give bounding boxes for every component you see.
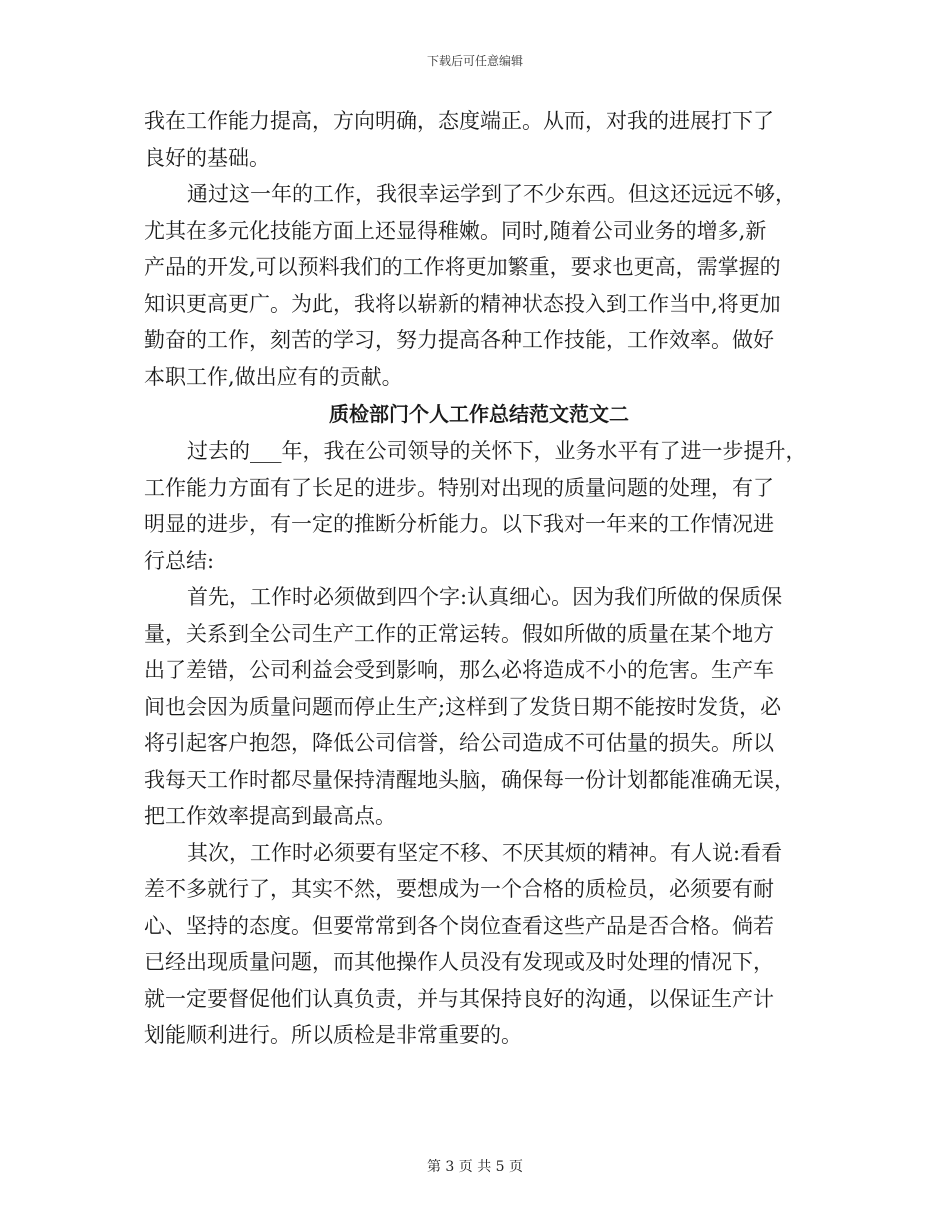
text-line: 心、坚持的态度。但要常常到各个岗位查看这些产品是否合格。倘若 bbox=[144, 913, 774, 938]
paragraph-start: 通过这一年的工作，我很幸运学到了不少东西。但这还远远不够， bbox=[187, 182, 796, 206]
paragraph-start: 其次，工作时必须要有坚定不移、不厌其烦的精神。有人说:看看 bbox=[187, 840, 783, 865]
text-line: 就一定要督促他们认真负责，并与其保持良好的沟通，以保证生产计 bbox=[144, 986, 774, 1011]
page-header: 下载后可任意编辑 bbox=[426, 54, 523, 68]
paragraph-start: 过去的___年，我在公司领导的关怀下，业务水平有了进一步提升， bbox=[187, 439, 807, 463]
text-line: 我在工作能力提高，方向明确，态度端正。从而，对我的进展打下了 bbox=[144, 109, 774, 133]
text-line: 量，关系到全公司生产工作的正常运转。假如所做的质量在某个地方 bbox=[144, 621, 774, 646]
text-line: 差不多就行了，其实不然，要想成为一个合格的质检员，必须要有耐 bbox=[144, 877, 774, 901]
text-line: 知识更高更广。为此，我将以崭新的精神状态投入到工作当中,将更加 bbox=[144, 291, 781, 316]
text-line: 尤其在多元化技能方面上还显得稚嫩。同时,随着公司业务的增多,新 bbox=[144, 218, 767, 243]
text-line: 明显的进步，有一定的推断分析能力。以下我对一年来的工作情况进 bbox=[144, 512, 774, 536]
text-line: 本职工作,做出应有的贡献。 bbox=[144, 364, 403, 389]
text-line: 把工作效率提高到最高点。 bbox=[144, 804, 396, 828]
text-line: 间也会因为质量问题而停止生产;这样到了发货日期不能按时发货，必 bbox=[144, 694, 782, 719]
text-line: 良好的基础。 bbox=[144, 145, 270, 170]
paragraph-start: 首先，工作时必须做到四个字:认真细心。因为我们所做的保质保 bbox=[187, 585, 783, 609]
text-line: 已经出现质量问题，而其他操作人员没有发现或及时处理的情况下， bbox=[144, 950, 774, 974]
text-line: 勤奋的工作，刻苦的学习，努力提高各种工作技能，工作效率。做好 bbox=[144, 328, 774, 352]
text-line: 产品的开发,可以预料我们的工作将更加繁重，要求也更高，需掌握的 bbox=[144, 255, 781, 279]
text-line: 我每天工作时都尽量保持清醒地头脑，确保每一份计划都能准确无误， bbox=[144, 767, 795, 792]
text-line: 工作能力方面有了长足的进步。特别对出现的质量问题的处理，有了 bbox=[144, 475, 774, 500]
text-line: 出了差错，公司利益会受到影响，那么必将造成不小的危害。生产车 bbox=[144, 658, 774, 682]
text-line: 行总结: bbox=[144, 548, 215, 573]
section-title: 质检部门个人工作总结范文范文二 bbox=[329, 402, 629, 426]
document-body bbox=[144, 103, 814, 1054]
text-line: 划能顺利进行。所以质检是非常重要的。 bbox=[144, 1023, 522, 1047]
page-number: 第 3 页 共 5 页 bbox=[426, 1159, 524, 1175]
text-line: 将引起客户抱怨，降低公司信誉，给公司造成不可估量的损失。所以 bbox=[144, 731, 774, 755]
